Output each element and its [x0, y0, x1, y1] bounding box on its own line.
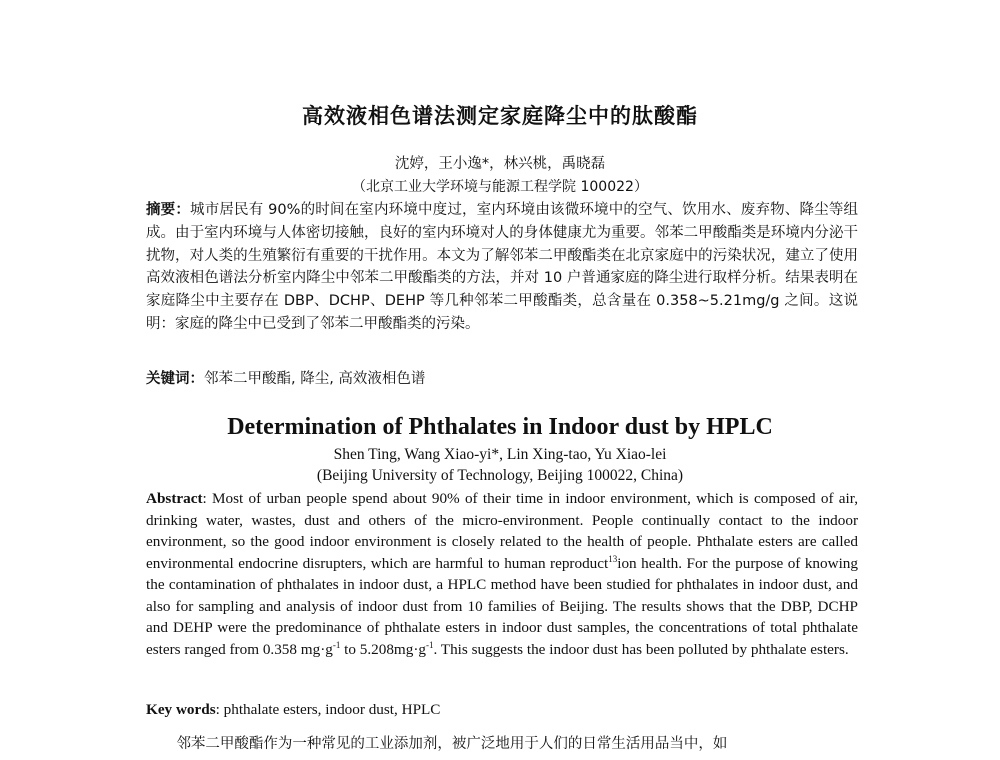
english-abstract: [146, 488, 858, 660]
chinese-abstract: [146, 199, 858, 336]
english-title: Determination of Phthalates in Indoor dust by HPLC: [227, 414, 773, 440]
english-abstract-superscript-3: -1: [425, 639, 434, 650]
body-paragraph: 邻苯二甲酸酯作为一种常见的工业添加剂，被广泛地用于人们的日常生活用品当中，如: [176, 736, 728, 752]
english-abstract-superscript-2: -1: [332, 639, 341, 650]
english-abstract-text-4: . This suggests the indoor dust has been polluted by phthalate esters.: [433, 640, 849, 658]
english-abstract-label: Abstract: [146, 490, 203, 507]
english-abstract-text-3: to 5.208mg·g: [340, 640, 426, 658]
chinese-authors: 沈婷，王小逸*，林兴桃，禹晓磊: [394, 156, 606, 172]
english-keywords-label: Key words: [146, 701, 216, 718]
english-keywords: [146, 700, 858, 720]
chinese-abstract-label: 摘要：: [146, 202, 191, 218]
english-keywords-text: : phthalate esters, indoor dust, HPLC: [215, 701, 441, 718]
chinese-keywords-label: 关键词：: [146, 371, 204, 387]
english-affiliation: (Beijing University of Technology, Beijing 100022, China): [316, 467, 684, 484]
english-authors: Shen Ting, Wang Xiao-yi*, Lin Xing-tao, Yu Xiao-lei: [333, 446, 667, 463]
english-abstract-superscript-1: 13: [608, 553, 618, 564]
chinese-abstract-text: 城市居民有 90%的时间在室内环境中度过，室内环境由该微环境中的空气、饮用水、废弃物、降尘等组成。由于室内环境与人体密切接触，良好的室内环境对人的身体健康尤为重要。邻苯二甲酸酯类是环境内分泌干扰物，对人类的生殖繁衍有重要的干扰作用。本文为了解邻苯二甲酸酯类在北京家庭中的污染状况，建立了使用高效液相色谱法分析室内降尘中邻苯二甲酸酯类的方法，并对 10 户普通家庭的降尘进行取样分析。结果表明在家庭降尘中主要存在 DBP、DCHP、DEHP 等几种邻苯二甲酸酯类，总含量在 0.358~5.21mg/g 之间。这说明：家庭的降尘中已受到了邻苯二甲酸酯类的污染。: [146, 202, 859, 332]
chinese-title: 高效液相色谱法测定家庭降尘中的肽酸酯: [302, 104, 698, 128]
english-abstract-text-2: ion health. For the purpose of knowing the contamination of phthalates in indoor dust, a HPLC method have been studied for phthalates in indoor dust, and also for sampling and analysis of indoor dust from 10 families of Beijing. The results shows that the DBP, DCHP and DEHP were the predominance of phthalate esters in indoor dust samples, the concentrations of total phthalate esters ranged from 0.358 mg·g: [146, 554, 858, 658]
english-abstract-text-1: : Most of urban people spend about 90% of their time in indoor environment, which is composed of air, drinking water, wastes, dust and others of the micro-environment. People continually contact to the indoor environment, so the good indoor environment is closely related to the health of people. Phthalate esters are called environmental endocrine disrupters, which are harmful to human reproduct: [146, 490, 858, 572]
chinese-keywords-text: 邻苯二甲酸酯, 降尘, 高效液相色谱: [204, 371, 426, 387]
chinese-keywords: [146, 369, 858, 389]
chinese-affiliation: （北京工业大学环境与能源工程学院 100022）: [352, 179, 648, 195]
